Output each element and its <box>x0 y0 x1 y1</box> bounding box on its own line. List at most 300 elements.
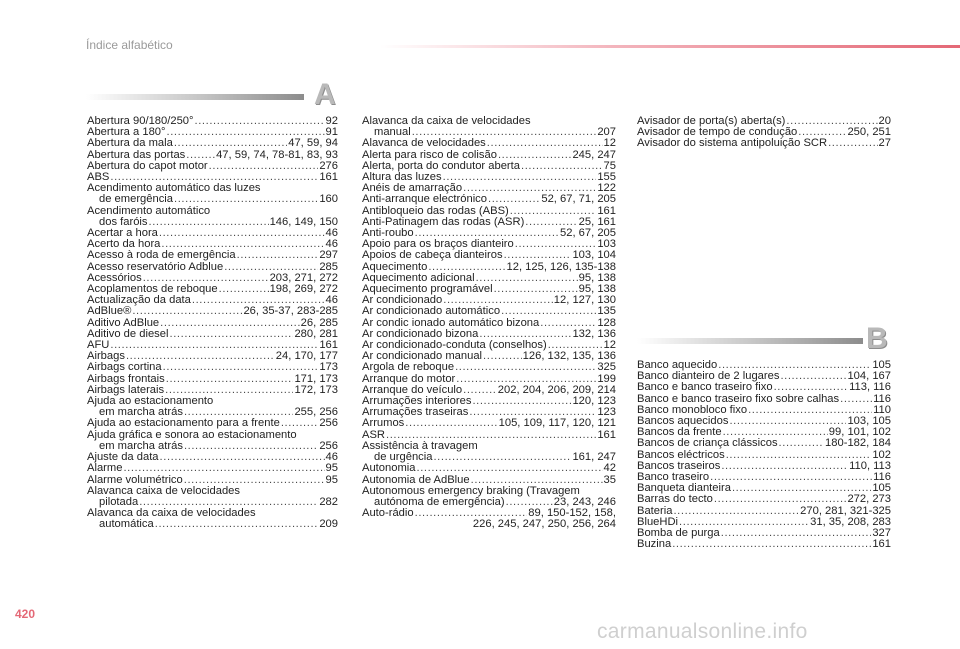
index-term: dos faróis <box>99 216 148 228</box>
index-entry <box>362 351 616 362</box>
index-term: Bancos traseiros <box>637 460 721 472</box>
dot-leader <box>710 472 872 483</box>
dot-leader <box>718 360 871 371</box>
index-pages: 280, 281 <box>294 328 338 340</box>
index-pages: 103, 105 <box>847 416 891 428</box>
dot-leader <box>161 239 324 250</box>
index-entry <box>362 396 616 407</box>
index-entry <box>362 273 616 284</box>
index-entry <box>637 394 891 405</box>
dot-leader <box>184 441 318 452</box>
index-entry <box>362 183 616 194</box>
index-term: Arranque do motor <box>362 373 456 385</box>
index-pages: 270, 281, 321-325 <box>800 505 891 517</box>
index-pages: 161 <box>597 429 616 441</box>
dot-leader <box>548 340 603 351</box>
index-pages: 89, 150-152, 158, <box>528 508 616 520</box>
dot-leader <box>143 273 269 284</box>
index-entry <box>87 318 338 329</box>
index-pages: 146, 149, 150 <box>269 216 338 228</box>
dot-leader <box>479 329 571 340</box>
index-pages: 12, 125, 126, 135-138 <box>506 261 616 273</box>
index-entry <box>87 362 338 373</box>
dot-leader <box>525 217 577 228</box>
index-entry <box>362 194 616 205</box>
index-entry <box>637 360 891 371</box>
dot-leader <box>443 172 597 183</box>
dot-leader <box>159 228 325 239</box>
index-entry <box>362 318 616 329</box>
dot-leader <box>779 438 825 449</box>
index-entry <box>362 385 616 396</box>
index-entry <box>362 284 616 295</box>
index-pages: 103, 104 <box>572 250 616 262</box>
index-pages: 92 <box>325 116 338 127</box>
dot-leader <box>463 183 596 194</box>
index-pages: 172, 173 <box>294 384 338 396</box>
index-term: Arranque do veículo <box>362 384 463 396</box>
index-entry <box>87 262 338 273</box>
dot-leader <box>412 127 597 138</box>
index-pages: 325 <box>597 362 616 374</box>
dot-leader <box>169 329 293 340</box>
index-pages: 12, 127, 130 <box>553 295 616 307</box>
index-entry-heading: Ajuda ao estacionamento <box>87 395 214 408</box>
dot-leader <box>443 295 553 306</box>
dot-leader <box>415 508 528 519</box>
index-term: Ar condicionado manual <box>362 351 483 363</box>
index-entry <box>362 262 616 273</box>
index-pages: 256 <box>319 418 338 430</box>
dot-leader <box>798 127 846 138</box>
index-term: Anti-arranque electrónico <box>362 194 487 206</box>
index-entry <box>87 374 338 385</box>
index-entry <box>87 284 338 295</box>
index-entry <box>87 250 338 261</box>
index-pages: 282 <box>319 496 338 508</box>
index-term: Acertar a hora <box>87 228 158 240</box>
index-entry <box>637 483 891 494</box>
index-entry <box>637 472 891 483</box>
index-term: Banqueta dianteira <box>637 483 731 495</box>
index-entry <box>637 461 891 472</box>
index-term: Arrumações interiores <box>362 396 472 408</box>
dot-leader <box>209 161 319 172</box>
page-number: 420 <box>15 607 36 621</box>
dot-leader <box>679 517 809 528</box>
dot-leader <box>506 497 553 508</box>
dot-leader <box>174 138 287 149</box>
dot-leader <box>483 351 522 362</box>
dot-leader <box>488 194 540 205</box>
index-term: de urgência <box>374 452 433 464</box>
index-pages: 198, 269, 272 <box>269 284 338 296</box>
index-term: Abertura a 180° <box>87 127 166 139</box>
index-entry <box>87 418 338 429</box>
index-pages: 91 <box>325 127 338 139</box>
index-entry <box>87 441 338 452</box>
index-entry <box>87 127 338 138</box>
index-term: Acesso reservatório Adblue <box>87 261 224 273</box>
index-pages: 173 <box>319 362 338 374</box>
index-entry <box>87 463 338 474</box>
index-pages: 52, 67, 71, 205 <box>541 194 616 206</box>
index-entry <box>362 217 616 228</box>
index-pages: 110 <box>873 404 891 416</box>
section-heading-bar <box>637 338 863 344</box>
dot-leader <box>672 539 871 550</box>
index-term: Ar condicionado <box>362 295 443 307</box>
index-entry-heading: Alavanca da caixa de velocidades <box>87 507 256 520</box>
index-term: Arrumações traseiras <box>362 407 469 419</box>
dot-leader <box>415 228 559 239</box>
dot-leader <box>160 452 325 463</box>
index-entry <box>362 206 616 217</box>
index-entry <box>362 418 616 429</box>
index-term: Abertura das portas <box>87 149 186 161</box>
index-entry <box>87 239 338 250</box>
index-entry <box>87 194 338 205</box>
dot-leader <box>726 450 872 461</box>
index-pages: 160 <box>319 194 338 206</box>
dot-leader <box>673 506 799 517</box>
index-pages: 126, 132, 135, 136 <box>522 351 616 363</box>
index-term: Bancos da frente <box>637 427 722 439</box>
index-pages: 105 <box>872 483 891 495</box>
index-term: Abertura da mala <box>87 138 173 150</box>
index-term: automática <box>99 519 154 531</box>
index-term: ASR <box>362 429 386 441</box>
index-entry <box>87 295 338 306</box>
index-term: Ar condicionado-conduta (conselhos) <box>362 340 547 352</box>
index-entry <box>362 239 616 250</box>
index-entry <box>362 497 616 508</box>
index-pages: 12 <box>603 340 616 352</box>
index-term: Banco dianteiro de 2 lugares <box>637 371 780 383</box>
index-term: Abertura do capot motor <box>87 160 208 172</box>
index-pages: 199 <box>597 373 616 385</box>
index-term: Airbags <box>87 351 125 363</box>
index-entry <box>637 438 891 449</box>
index-term: Bancos aquecidos <box>637 416 729 428</box>
dot-leader <box>456 374 596 385</box>
index-entry <box>87 138 338 149</box>
dot-leader <box>167 127 325 138</box>
dot-leader <box>521 161 603 172</box>
index-entry <box>637 416 891 427</box>
dot-leader <box>721 461 848 472</box>
index-pages: 135 <box>597 306 616 318</box>
index-pages: 35 <box>603 474 616 486</box>
index-term: Alerta, porta do condutor aberta <box>362 160 520 172</box>
index-column-1 <box>87 116 338 531</box>
index-entry <box>362 161 616 172</box>
index-pages: 245, 247 <box>572 149 616 161</box>
index-term: Antibloqueio das rodas (ABS) <box>362 205 509 217</box>
index-term: Anti-roubo <box>362 228 414 240</box>
index-pages: 95, 138 <box>578 272 616 284</box>
index-term: Actualização da data <box>87 295 191 307</box>
dot-leader <box>828 138 877 149</box>
index-term: Bancos eléctricos <box>637 449 725 461</box>
dot-leader <box>714 494 847 505</box>
index-pages: 46 <box>325 239 338 251</box>
index-term: Banco e banco traseiro fixo <box>637 382 773 394</box>
index-term: Aquecimento adicional <box>362 272 475 284</box>
index-entry <box>362 374 616 385</box>
index-pages: 202, 204, 206, 209, 214 <box>497 384 616 396</box>
index-term: Banco traseiro <box>637 472 710 484</box>
index-pages: 42 <box>603 463 616 475</box>
dot-leader <box>510 206 597 217</box>
index-term: Alerta para risco de colisão <box>362 149 497 161</box>
index-entry <box>637 450 891 461</box>
index-entry-heading: Autonomous emergency braking (Travagem <box>362 484 580 497</box>
header-accent-rule <box>380 45 960 48</box>
dot-leader <box>155 519 319 530</box>
index-term: Apoio para os braços dianteiro <box>362 239 514 251</box>
index-pages: 155 <box>597 172 616 184</box>
index-pages: 47, 59, 94 <box>288 138 338 150</box>
dot-leader <box>501 306 596 317</box>
index-term: Bomba de purga <box>637 528 720 540</box>
index-pages: 24, 170, 177 <box>275 351 338 363</box>
index-entry-heading: Ajuda gráfica e sonora ao estacionamento <box>87 428 297 441</box>
index-term: Airbags laterais <box>87 384 165 396</box>
index-entry-heading: Acendimento automático das luzes <box>87 182 261 195</box>
index-pages: 161 <box>597 205 616 217</box>
dot-leader <box>174 194 318 205</box>
index-pages: 12 <box>603 138 616 150</box>
index-pages: 46 <box>325 228 338 240</box>
index-entry <box>637 138 891 149</box>
index-entry <box>87 306 338 317</box>
index-term: Ar condic ionado automático bizona <box>362 317 540 329</box>
index-entry <box>637 127 891 138</box>
index-pages: 105, 109, 117, 120, 121 <box>498 418 616 430</box>
index-entry <box>362 508 616 519</box>
index-term: de emergência <box>99 194 174 206</box>
index-pages: 110, 113 <box>849 460 891 472</box>
index-column-3-b <box>637 360 891 550</box>
index-entry <box>637 116 891 127</box>
index-entry <box>362 329 616 340</box>
dot-leader <box>840 394 872 405</box>
index-pages: 25, 161 <box>578 216 616 228</box>
dot-leader <box>163 362 319 373</box>
dot-leader <box>487 138 603 149</box>
index-entry <box>637 382 891 393</box>
index-term: pilotada <box>99 496 139 508</box>
index-term: Acessórios <box>87 272 142 284</box>
index-pages: 122 <box>597 183 616 195</box>
index-term: Banco monobloco fixo <box>637 404 748 416</box>
index-term: Alarme <box>87 463 123 475</box>
index-entry <box>87 519 338 530</box>
index-entry-heading: Assistência à travagem <box>362 439 478 452</box>
index-entry <box>87 116 338 127</box>
index-pages: 26, 285 <box>300 317 338 329</box>
index-entry <box>87 340 338 351</box>
dot-leader <box>166 374 294 385</box>
index-pages: 23, 243, 246 <box>553 496 616 508</box>
index-pages: 161 <box>872 539 891 551</box>
index-pages: 95, 138 <box>578 284 616 296</box>
section-letter-a: A <box>314 78 336 111</box>
index-pages: 102 <box>872 449 891 461</box>
index-pages: 285 <box>319 261 338 273</box>
index-entry <box>362 127 616 138</box>
dot-leader <box>748 405 872 416</box>
index-term: autónoma de emergência) <box>374 496 505 508</box>
dot-leader <box>463 385 497 396</box>
watermark-text: carmanualsonline.info <box>597 620 808 643</box>
index-entry <box>637 427 891 438</box>
index-pages: 31, 35, 208, 283 <box>810 516 891 528</box>
index-term: Altura das luzes <box>362 172 442 184</box>
index-entry <box>362 138 616 149</box>
index-entry <box>637 528 891 539</box>
index-term: Aditivo AdBlue <box>87 317 160 329</box>
index-entry <box>87 329 338 340</box>
index-entry <box>637 405 891 416</box>
index-term: Autonomia de AdBlue <box>362 474 470 486</box>
dot-leader <box>237 250 319 261</box>
index-pages: 103 <box>597 239 616 251</box>
index-pages: 27 <box>878 138 891 150</box>
index-pages: 105 <box>872 360 891 371</box>
index-term: Acoplamentos de reboque <box>87 284 218 296</box>
dot-leader <box>494 284 578 295</box>
index-entry <box>637 517 891 528</box>
dot-leader <box>123 463 324 474</box>
index-term: Aditivo de diesel <box>87 328 169 340</box>
index-entry-heading: Alavanca caixa de velocidades <box>87 484 240 497</box>
dot-leader <box>186 150 215 161</box>
index-pages: 255, 256 <box>294 407 338 419</box>
index-pages: 46 <box>325 452 338 464</box>
dot-leader <box>774 382 849 393</box>
index-term: Aquecimento <box>362 261 428 273</box>
index-pages: 132, 136 <box>572 328 616 340</box>
section-heading-b <box>637 322 888 356</box>
index-term: Arrumos <box>362 418 405 430</box>
index-pages: 123 <box>597 407 616 419</box>
dot-leader <box>472 396 571 407</box>
index-term: Avisador de tempo de condução <box>637 127 798 139</box>
index-pages: 95 <box>325 463 338 475</box>
index-entry <box>362 150 616 161</box>
index-entry <box>362 228 616 239</box>
index-column-2 <box>362 116 616 531</box>
index-term: Argola de reboque <box>362 362 455 374</box>
dot-leader <box>476 273 578 284</box>
index-pages: 297 <box>319 250 338 262</box>
dot-leader <box>194 116 324 127</box>
index-entry <box>87 228 338 239</box>
index-entry-pages-continued: 226, 245, 247, 250, 256, 264 <box>472 519 616 531</box>
index-pages: 116 <box>873 472 891 484</box>
dot-leader <box>498 150 571 161</box>
index-term: Banco aquecido <box>637 360 718 371</box>
index-term: Ar condicionado bizona <box>362 328 479 340</box>
index-entry-heading: Acendimento automático <box>87 204 211 217</box>
index-pages: 161 <box>319 172 338 184</box>
index-term: Airbags cortina <box>87 362 162 374</box>
dot-leader <box>469 407 596 418</box>
index-term: AdBlue® <box>87 306 132 318</box>
index-term: Anéis de amarração <box>362 183 463 195</box>
dot-leader <box>515 239 597 250</box>
index-entry <box>362 340 616 351</box>
dot-leader <box>417 463 603 474</box>
index-pages: 207 <box>597 127 616 139</box>
index-entry <box>87 273 338 284</box>
index-pages: 272, 273 <box>847 494 891 506</box>
index-pages: 161, 247 <box>572 452 616 464</box>
dot-leader <box>433 452 571 463</box>
index-term: Acerto da hora <box>87 239 161 251</box>
index-entry <box>362 172 616 183</box>
index-pages: 209 <box>319 519 338 531</box>
index-term: Alarme volumétrico <box>87 474 183 486</box>
dot-leader <box>160 318 300 329</box>
dot-leader <box>504 250 572 261</box>
index-term: em marcha atrás <box>99 440 183 452</box>
dot-leader <box>732 483 871 494</box>
index-term: Apoios de cabeça dianteiros <box>362 250 503 262</box>
index-pages: 99, 101, 102 <box>828 427 891 439</box>
dot-leader <box>540 318 596 329</box>
index-term: Autonomia <box>362 463 416 475</box>
dot-leader <box>126 351 275 362</box>
index-entry <box>362 306 616 317</box>
index-term: Banco e banco traseiro fixo sobre calhas <box>637 393 840 405</box>
index-entry <box>87 161 338 172</box>
index-pages: 26, 35-37, 283-285 <box>243 306 338 318</box>
dot-leader <box>780 371 846 382</box>
index-entry <box>637 539 891 550</box>
dot-leader <box>192 295 325 306</box>
dot-leader <box>721 528 872 539</box>
index-term: Abertura 90/180/250° <box>87 116 194 127</box>
index-pages: 52, 67, 205 <box>560 228 616 240</box>
index-pages: 47, 59, 74, 78-81, 83, 93 <box>216 149 338 161</box>
index-entry <box>637 494 891 505</box>
index-term: Avisador do sistema antipoluição SCR <box>637 138 828 150</box>
index-term: ABS <box>87 172 110 184</box>
index-pages: 113, 116 <box>849 382 891 394</box>
index-pages: 120, 123 <box>572 396 616 408</box>
index-term: BlueHDi <box>637 516 679 528</box>
dot-leader <box>405 418 497 429</box>
dot-leader <box>729 416 846 427</box>
index-entry <box>87 150 338 161</box>
index-pages: 75 <box>603 160 616 172</box>
index-term: Airbags frontais <box>87 373 165 385</box>
index-term: Ar condicionado automático <box>362 306 501 318</box>
index-entry <box>87 407 338 418</box>
index-entry <box>637 371 891 382</box>
section-heading-bar <box>86 94 304 100</box>
index-term: em marcha atrás <box>99 407 183 419</box>
index-pages: 180-182, 184 <box>825 438 891 450</box>
index-entry <box>87 452 338 463</box>
index-entry <box>362 250 616 261</box>
index-pages: 161 <box>319 340 338 352</box>
index-term: Bancos de criança clássicos <box>637 438 778 450</box>
section-letter-b: B <box>866 322 888 355</box>
